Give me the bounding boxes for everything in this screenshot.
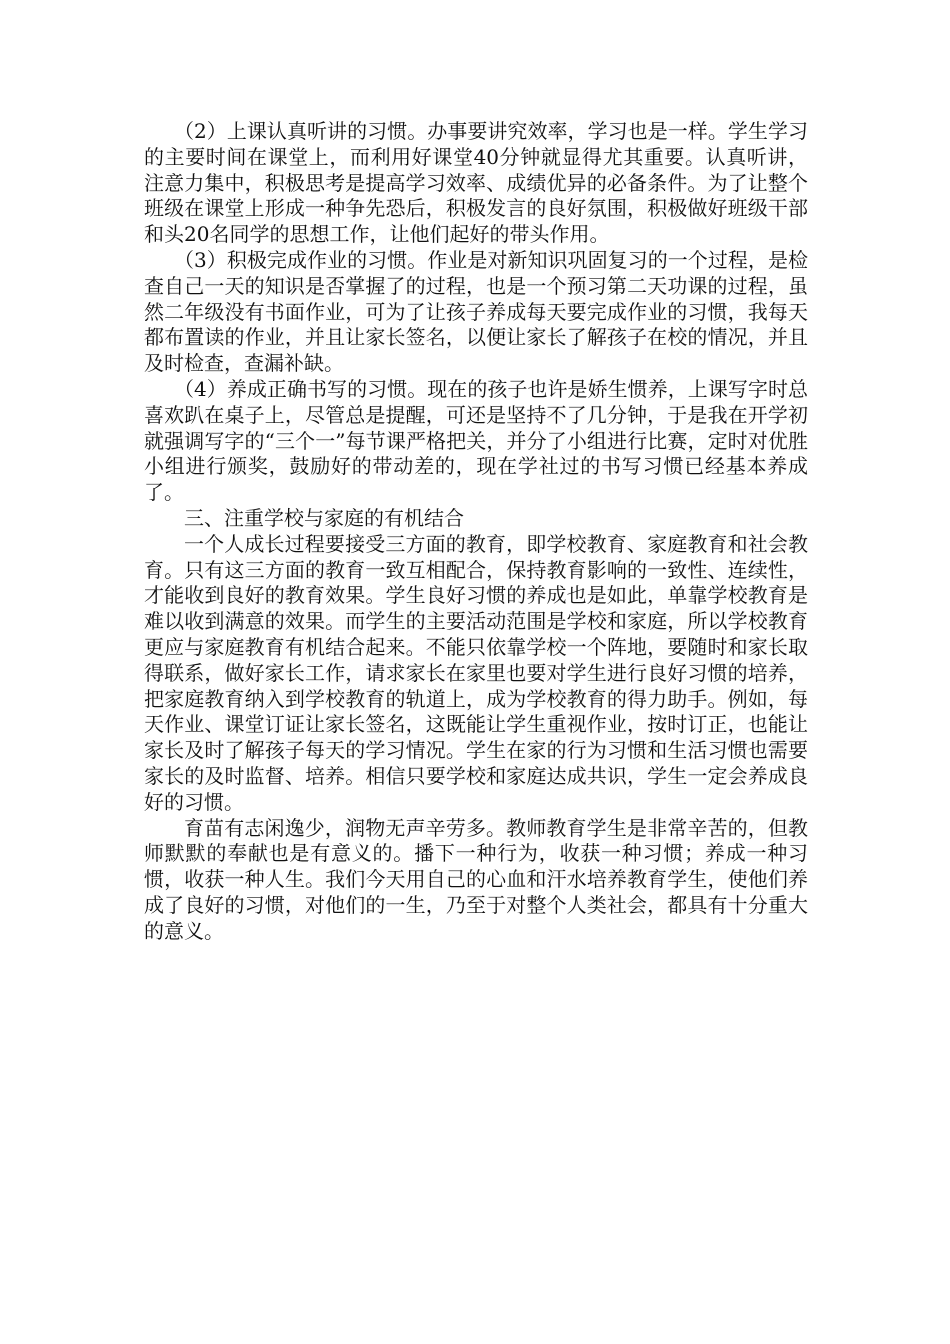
paragraph-school-family: 一个人成长过程要接受三方面的教育，即学校教育、家庭教育和社会教育。只有这三方面的教育一致互相配合，保持教育影响的一致性、连续性，才能收到良好的教育效果。学生良好习惯的养成也是如此，单靠学校教育是难以收到满意的效果。而学生的主要活动范围是学校和家庭，所以学校教育更应与家庭教育有机结合起来。不能只依靠学校一个阵地，要随时和家长取得联系，做好家长工作，请求家长在家里也要对学生进行良好习惯的培养，把家庭教育纳入到学校教育的轨道上，成为学校教育的得力助手。例如，每天作业、课堂订证让家长签名，这既能让学生重视作业，按时订正，也能让家长及时了解孩子每天的学习情况。学生在家的行为习惯和生活习惯也需要家长的及时监督、培养。相信只要学校和家庭达成共识，学生一定会养成良好的习惯。 xyxy=(144,531,808,814)
paragraph-writing-habit: （4）养成正确书写的习惯。现在的孩子也许是娇生惯养，上课写字时总喜欢趴在桌子上，尽管总是提醒，可还是坚持不了几分钟，于是我在开学初就强调写字的“三个一”每节课严格把关，并分了小组进行比赛，定时对优胜小组进行颁奖，鼓励好的带动差的，现在学社过的书写习惯已经基本养成了。 xyxy=(144,376,808,505)
paragraph-homework-habit: （3）积极完成作业的习惯。作业是对新知识巩固复习的一个过程，是检查自己一天的知识是否掌握了的过程，也是一个预习第二天功课的过程，虽然二年级没有书面作业，可为了让孩子养成每天要完成作业的习惯，我每天都布置读的作业，并且让家长签名，以便让家长了解孩子在校的情况，并且及时检查，查漏补缺。 xyxy=(144,247,808,376)
document-body xyxy=(144,119,808,945)
paragraph-conclusion: 育苗有志闲逸少，润物无声辛劳多。教师教育学生是非常辛苦的，但教师默默的奉献也是有意义的。播下一种行为，收获一种习惯；养成一种习惯，收获一种人生。我们今天用自己的心血和汗水培养教育学生，使他们养成了良好的习惯，对他们的一生，乃至于对整个人类社会，都具有十分重大的意义。 xyxy=(144,815,808,943)
section-heading-school-family: 三、注重学校与家庭的有机结合 xyxy=(184,505,464,530)
paragraph-listening-habit: （2）上课认真听讲的习惯。办事要讲究效率，学习也是一样。学生学习的主要时间在课堂上，而利用好课堂40分钟就显得尤其重要。认真听讲，注意力集中，积极思考是提高学习效率、成绩优异的必备条件。为了让整个班级在课堂上形成一种争先恐后，积极发言的良好氛围，积极做好班级干部和头20名同学的思想工作，让他们起好的带头作用。 xyxy=(144,119,808,247)
